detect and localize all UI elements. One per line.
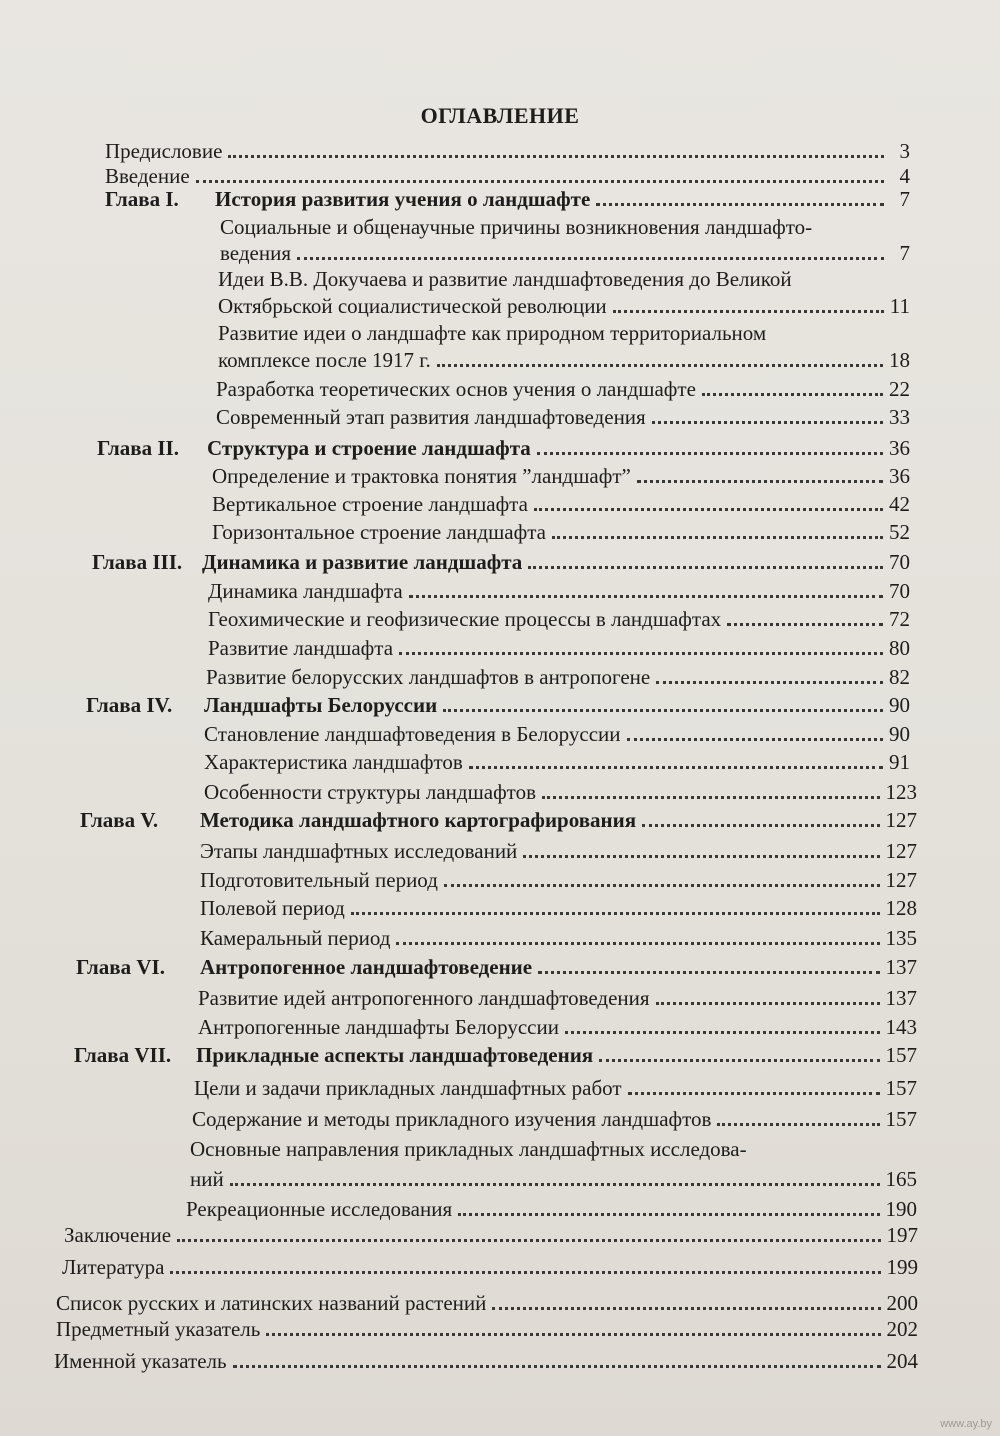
toc-entry — [200, 895, 917, 921]
entry-title: Подготовительный период — [200, 868, 438, 892]
entry-title: Введение — [105, 164, 190, 188]
page-number: 3 — [899, 139, 910, 163]
entry-title: Цели и задачи прикладных ландшафтных работ — [194, 1076, 622, 1100]
chapter-number: Глава I. — [105, 187, 179, 211]
entry-title: Характеристика ландшафтов — [204, 750, 463, 774]
leader-dots — [552, 536, 883, 539]
page-number: 190 — [885, 1197, 917, 1221]
leader-dots — [702, 393, 883, 396]
entry-title: Предисловие — [105, 139, 223, 163]
leader-dots — [266, 1333, 880, 1336]
entry-title-cont: комплексе после 1917 г. — [218, 348, 431, 372]
chapter-number: Глава VII. — [74, 1043, 172, 1067]
leader-dots — [399, 652, 883, 655]
leader-dots — [528, 566, 883, 569]
entry-title: Ландшафты Белоруссии — [204, 693, 438, 717]
toc-entry — [208, 606, 910, 632]
toc-entry — [198, 985, 917, 1011]
page-number: 7 — [899, 241, 910, 265]
page-number: 91 — [889, 750, 910, 774]
page-number: 123 — [885, 780, 917, 804]
page-number: 18 — [889, 348, 910, 372]
watermark: www.ay.by — [940, 1418, 992, 1430]
leader-dots — [627, 738, 883, 741]
leader-dots — [652, 421, 883, 424]
chapter-number: Глава VI. — [76, 955, 165, 979]
toc-entry — [186, 1196, 917, 1222]
leader-dots — [656, 681, 883, 684]
page-number: 135 — [885, 926, 917, 950]
toc-entry — [204, 721, 910, 747]
page-number: 204 — [886, 1349, 918, 1373]
entry-title: Становление ландшафтоведения в Белоруссии — [204, 722, 621, 746]
toc-entry — [204, 779, 917, 805]
toc-entry — [194, 1075, 917, 1101]
entry-title: Список русских и латинских названий растений — [56, 1291, 487, 1315]
leader-dots — [443, 709, 883, 712]
entry-title: Содержание и методы прикладного изучения ландшафтов — [192, 1107, 712, 1131]
toc-entry — [220, 240, 910, 266]
entry-title: Динамика ландшафта — [208, 579, 403, 603]
toc-entry — [192, 1106, 917, 1132]
leader-dots — [233, 1365, 881, 1368]
leader-dots — [727, 623, 883, 626]
entry-title: Современный этап развития ландшафтоведения — [216, 405, 646, 429]
entry-title-cont: ведения — [220, 241, 291, 265]
entry-title: Развитие ландшафта — [208, 636, 394, 660]
leader-dots — [613, 310, 884, 313]
leader-dots — [717, 1123, 879, 1126]
page-number: 11 — [889, 294, 910, 318]
leader-dots — [228, 155, 884, 158]
entry-title: Именной указатель — [54, 1349, 227, 1373]
page-number: 127 — [885, 839, 917, 863]
entry-title: Антропогенное ландшафтоведение — [200, 955, 533, 979]
entry-title: Идеи В.В. Докучаева и развитие ландшафтоведения до Великой — [218, 267, 792, 291]
entry-title: История развития учения о ландшафте — [215, 187, 591, 211]
toc-entry — [216, 404, 910, 430]
page-number: 36 — [889, 436, 910, 460]
toc-entry — [200, 838, 917, 864]
entry-title: Особенности структуры ландшафтов — [204, 780, 537, 804]
page-number: 157 — [885, 1107, 917, 1131]
toc-entry-preface — [105, 138, 910, 164]
toc-entry — [208, 578, 910, 604]
page-number: 127 — [885, 868, 917, 892]
toc-entry — [218, 293, 910, 319]
page-number: 137 — [885, 955, 917, 979]
entry-title: Динамика и развитие ландшафта — [202, 550, 523, 574]
page-number: 200 — [886, 1291, 918, 1315]
leader-dots — [599, 1059, 879, 1062]
toc-entry — [212, 519, 910, 545]
leader-dots — [230, 1183, 880, 1186]
entry-title: Полевой период — [200, 896, 345, 920]
toc-entry — [200, 867, 917, 893]
leader-dots — [177, 1239, 880, 1242]
toc-entry-name-index — [54, 1348, 918, 1374]
entry-title: Рекреационные исследования — [186, 1197, 453, 1221]
toc-chapter-6 — [76, 954, 917, 980]
entry-title: Развитие белорусских ландшафтов в антропогене — [206, 665, 651, 689]
entry-title: Литература — [62, 1255, 165, 1279]
toc-entry — [212, 463, 910, 489]
toc-chapter-1 — [105, 186, 910, 212]
entry-title: Социальные и общенаучные причины возникновения ландшафто- — [220, 215, 813, 239]
chapter-number: Глава IV. — [86, 693, 173, 717]
toc-entry-literature — [62, 1254, 918, 1280]
page-number: 90 — [889, 722, 910, 746]
entry-title-cont: Октябрьской социалистической революции — [218, 294, 607, 318]
page-number: 70 — [889, 579, 910, 603]
entry-title: Развитие идей антропогенного ландшафтоведения — [198, 986, 650, 1010]
entry-title: Методика ландшафтного картографирования — [200, 808, 637, 832]
page-number: 143 — [885, 1015, 917, 1039]
entry-title: Предметный указатель — [56, 1317, 261, 1341]
entry-title: Горизонтальное строение ландшафта — [212, 520, 546, 544]
chapter-number: Глава II. — [97, 436, 179, 460]
entry-title: Разработка теоретических основ учения о ландшафте — [216, 377, 696, 401]
leader-dots — [396, 942, 879, 945]
page-number: 157 — [885, 1043, 917, 1067]
toc-entry — [208, 635, 910, 661]
leader-dots — [437, 364, 883, 367]
leader-dots — [628, 1092, 880, 1095]
page-number: 42 — [889, 492, 910, 516]
page-number: 128 — [885, 896, 917, 920]
toc-chapter-7 — [74, 1042, 917, 1068]
toc-entry-plant-names — [56, 1290, 918, 1316]
leader-dots — [537, 452, 883, 455]
entry-title: Геохимические и геофизические процессы в ландшафтах — [208, 607, 722, 631]
leader-dots — [542, 796, 879, 799]
entry-title: Антропогенные ландшафты Белоруссии — [198, 1015, 559, 1039]
page-number: 22 — [889, 377, 910, 401]
leader-dots — [297, 257, 884, 260]
chapter-number: Глава III. — [92, 550, 183, 574]
entry-title: Определение и трактовка понятия ”ландшафт” — [212, 464, 631, 488]
page-number: 127 — [885, 808, 917, 832]
page-number: 4 — [899, 164, 910, 188]
toc-entry — [218, 347, 910, 373]
leader-dots — [469, 766, 883, 769]
page-number: 80 — [889, 636, 910, 660]
entry-title: Этапы ландшафтных исследований — [200, 839, 518, 863]
leader-dots — [409, 595, 883, 598]
toc-entry — [200, 925, 917, 951]
page-number: 36 — [889, 464, 910, 488]
leader-dots — [523, 855, 879, 858]
leader-dots — [534, 508, 883, 511]
toc-entry-conclusion — [64, 1222, 918, 1248]
page-number: 33 — [889, 405, 910, 429]
leader-dots — [596, 203, 884, 206]
page-number: 137 — [885, 986, 917, 1010]
toc-entry — [190, 1166, 917, 1192]
entry-title: Основные направления прикладных ландшафтных исследова- — [190, 1137, 747, 1161]
toc-entry — [204, 749, 910, 775]
page-number: 197 — [886, 1223, 918, 1247]
entry-title: Структура и строение ландшафта — [207, 436, 531, 460]
entry-title: Развитие идеи о ландшафте как природном территориальном — [218, 321, 767, 345]
page-number: 202 — [886, 1317, 918, 1341]
leader-dots — [170, 1271, 880, 1274]
page-number: 70 — [889, 550, 910, 574]
leader-dots — [351, 912, 880, 915]
page-number: 52 — [889, 520, 910, 544]
entry-title: Прикладные аспекты ландшафтоведения — [196, 1043, 594, 1067]
entry-title-cont: ний — [190, 1167, 224, 1191]
leader-dots — [656, 1002, 880, 1005]
page-number: 90 — [889, 693, 910, 717]
page-number: 7 — [899, 187, 910, 211]
toc-chapter-2 — [97, 435, 910, 461]
page-title: ОГЛАВЛЕНИЕ — [420, 102, 580, 128]
leader-dots — [196, 180, 884, 183]
leader-dots — [444, 884, 880, 887]
page-number: 199 — [886, 1255, 918, 1279]
toc-entry — [212, 491, 910, 517]
entry-title: Камеральный период — [200, 926, 391, 950]
page-number: 82 — [889, 665, 910, 689]
toc-entry — [206, 664, 910, 690]
leader-dots — [538, 971, 879, 974]
leader-dots — [458, 1213, 879, 1216]
leader-dots — [565, 1031, 880, 1034]
toc-chapter-3 — [92, 549, 910, 575]
page-number: 157 — [885, 1076, 917, 1100]
toc-entry — [198, 1014, 917, 1040]
page-number: 72 — [889, 607, 910, 631]
toc-entry — [216, 376, 910, 402]
leader-dots — [642, 824, 879, 827]
entry-title: Вертикальное строение ландшафта — [212, 492, 528, 516]
entry-title: Заключение — [64, 1223, 172, 1247]
page-number: 165 — [885, 1167, 917, 1191]
leader-dots — [637, 480, 883, 483]
toc-chapter-5 — [80, 807, 917, 833]
leader-dots — [492, 1307, 880, 1310]
toc-entry-subject-index — [56, 1316, 918, 1342]
chapter-number: Глава V. — [80, 808, 159, 832]
toc-chapter-4 — [86, 692, 910, 718]
